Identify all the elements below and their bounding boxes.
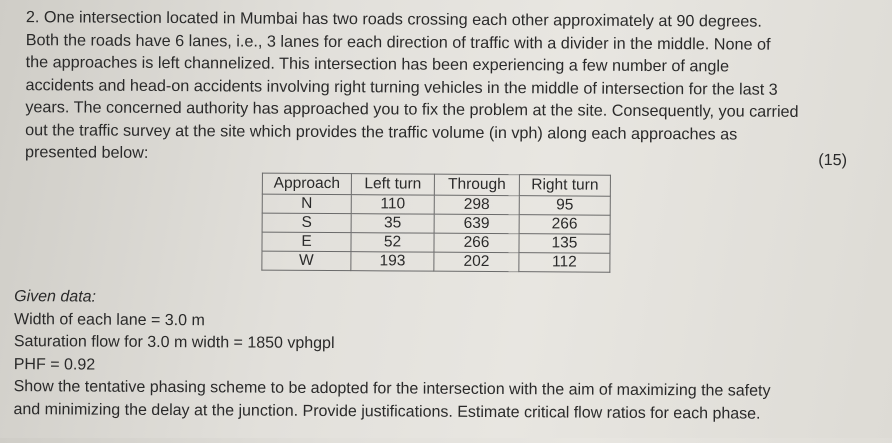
- table-row: [262, 213, 610, 234]
- table-cell: 112: [519, 253, 610, 273]
- column-header-right-turn: Right turn: [519, 175, 610, 197]
- question-line: presented below:: [25, 143, 149, 162]
- question-line: years. The concerned authority has approached you to fix the problem at the site. Consequently, you carried: [25, 98, 799, 121]
- table-cell: 266: [434, 233, 519, 253]
- table-cell: 135: [519, 234, 610, 254]
- given-data-section: [13, 286, 874, 426]
- task-line: Show the tentative phasing scheme to be adopted for the intersection with the aim of maximizing the safety: [13, 378, 771, 400]
- saturation-flow-text: Saturation flow for 3.0 m width = 1850 vphgpl: [13, 333, 335, 353]
- table-cell: 266: [519, 215, 610, 235]
- question-line: the approaches is left channelized. This intersection has been experiencing a few number of angle: [25, 53, 730, 76]
- marks-label: (15): [818, 151, 848, 170]
- column-header-approach: Approach: [262, 173, 351, 195]
- task-line: and minimizing the delay at the junction. Provide justifications. Estimate critical flow ratios for each phase.: [13, 400, 761, 423]
- table-row: [262, 194, 610, 215]
- traffic-volume-table: [261, 173, 611, 273]
- table-cell: 52: [351, 233, 434, 253]
- table-row: [262, 251, 610, 272]
- phf-text: PHF = 0.92: [13, 355, 96, 374]
- question-line: out the traffic survey at the site which provides the traffic volume (in vph) along each approaches as: [25, 120, 738, 144]
- table-cell: S: [262, 213, 351, 233]
- table-header-row: [262, 173, 610, 196]
- question-line: accidents and head-on accidents involving right turning vehicles in the middle of intersection for the last 3: [25, 75, 778, 99]
- question-paragraph: [25, 6, 856, 169]
- given-data-heading: Given data:: [14, 288, 97, 306]
- table-cell: 193: [351, 252, 434, 272]
- lane-width-text: Width of each lane = 3.0 m: [13, 310, 205, 329]
- table-cell: 35: [351, 214, 434, 234]
- table-row: [262, 232, 610, 253]
- table-cell: 110: [351, 195, 434, 215]
- column-header-left-turn: Left turn: [351, 174, 434, 196]
- column-header-through: Through: [434, 174, 519, 196]
- table-cell: 298: [434, 195, 519, 215]
- table-cell: 202: [434, 252, 519, 272]
- table-cell: 95: [519, 196, 610, 216]
- question-line: Both the roads have 6 lanes, i.e., 3 lanes for each direction of traffic with a divider in the middle. None of: [25, 30, 771, 54]
- table-cell: N: [262, 194, 351, 214]
- question-line: 2. One intersection located in Mumbai has two roads crossing each other approximately at 90 degrees.: [25, 8, 762, 31]
- table-cell: W: [262, 251, 351, 271]
- table-cell: E: [262, 232, 351, 252]
- table-cell: 639: [434, 214, 519, 234]
